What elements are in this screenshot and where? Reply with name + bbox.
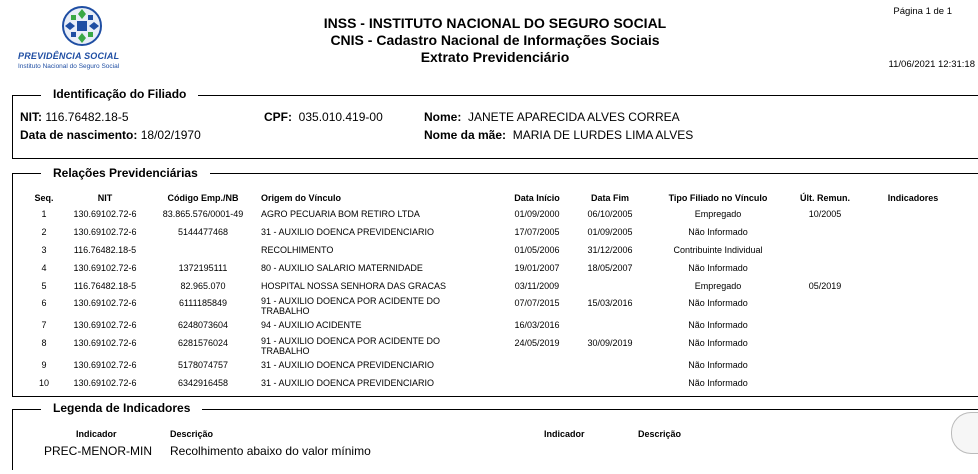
cell-nit: 130.69102.72-6 — [73, 378, 137, 388]
nascimento-value: 18/02/1970 — [140, 128, 201, 142]
legenda-col-indicador-2: Indicador — [544, 429, 585, 439]
legenda-col-descricao: Descrição — [170, 429, 214, 439]
nome-label: Nome: — [424, 110, 462, 124]
cell-nit: 116.76482.18-5 — [73, 281, 137, 291]
cell-data-inicio: 07/07/2015 — [514, 298, 560, 308]
nit-value: 116.76482.18-5 — [45, 110, 129, 124]
cell-origem: HOSPITAL NOSSA SENHORA DAS GRACAS — [261, 281, 447, 291]
cell-seq: 9 — [41, 360, 47, 370]
cell-tipo: Não Informado — [688, 298, 748, 308]
cell-codigo: 6248073604 — [177, 320, 229, 330]
col-header-origem: Origem do Vínculo — [261, 193, 342, 203]
cell-ult-remun: 05/2019 — [808, 281, 842, 291]
cell-origem: 94 - AUXILIO ACIDENTE — [261, 320, 362, 330]
cell-codigo: 1372195111 — [178, 263, 228, 273]
cell-seq: 7 — [41, 320, 47, 330]
cell-tipo: Não Informado — [688, 263, 748, 273]
cell-codigo: 83.865.576/0001-49 — [162, 209, 244, 219]
cell-data-inicio: 03/11/2009 — [514, 281, 560, 291]
cell-origem: AGRO PECUARIA BOM RETIRO LTDA — [261, 209, 420, 219]
col-header-nit: NIT — [97, 193, 113, 203]
nome-value: JANETE APARECIDA ALVES CORREA — [468, 110, 680, 124]
cpf-field — [264, 110, 383, 124]
cell-nit: 116.76482.18-5 — [73, 245, 137, 255]
cell-data-fim: 18/05/2007 — [587, 263, 633, 273]
cell-seq: 10 — [38, 378, 49, 388]
cell-origem: 91 - AUXILIO DOENCA POR ACIDENTE DO TRABALHO — [261, 296, 441, 316]
cell-seq: 8 — [41, 338, 47, 348]
cell-data-fim: 30/09/2019 — [587, 338, 633, 348]
cell-data-inicio: 16/03/2016 — [514, 320, 560, 330]
cell-tipo: Não Informado — [688, 320, 748, 330]
cell-codigo: 82.965.070 — [180, 281, 226, 291]
cell-tipo: Contribuinte Individual — [673, 245, 763, 255]
legenda-col-descricao-2: Descrição — [638, 429, 682, 439]
cell-nit: 130.69102.72-6 — [73, 360, 137, 370]
document-subtitle: CNIS - Cadastro Nacional de Informações Sociais — [330, 32, 660, 48]
cell-origem: 80 - AUXILIO SALARIO MATERNIDADE — [261, 263, 423, 273]
cell-codigo: 5178074757 — [177, 360, 229, 370]
cpf-label: CPF: — [264, 110, 292, 124]
cell-nit: 130.69102.72-6 — [73, 298, 137, 308]
cell-origem: RECOLHIMENTO — [261, 245, 334, 255]
cell-ult-remun: 10/2005 — [808, 209, 842, 219]
cell-nit: 130.69102.72-6 — [73, 209, 137, 219]
col-header-data-fim: Data Fim — [590, 193, 629, 203]
legenda-descricao-value: Recolhimento abaixo do valor mínimo — [170, 444, 371, 458]
cell-seq: 4 — [41, 263, 47, 273]
col-header-data-inicio: Data Início — [514, 193, 560, 203]
cell-data-fim: 06/10/2005 — [587, 209, 633, 219]
cell-tipo: Não Informado — [688, 378, 748, 388]
legenda-col-indicador: Indicador — [76, 429, 117, 439]
nome-field — [424, 110, 680, 124]
document-type: Extrato Previdenciário — [420, 49, 570, 65]
cell-seq: 5 — [41, 281, 47, 291]
col-header-tipo: Tipo Filiado no Vínculo — [668, 193, 768, 203]
nascimento-label: Data de nascimento: — [20, 128, 138, 142]
cell-data-inicio: 01/05/2006 — [514, 245, 560, 255]
mae-field — [424, 128, 693, 142]
cell-data-inicio: 19/01/2007 — [514, 263, 560, 273]
cell-origem: 91 - AUXILIO DOENCA POR ACIDENTE DO TRABALHO — [261, 336, 441, 356]
cell-data-inicio: 01/09/2000 — [514, 209, 560, 219]
cell-data-inicio: 24/05/2019 — [514, 338, 560, 348]
cell-data-inicio: 17/07/2005 — [514, 227, 560, 237]
cell-data-fim: 01/09/2005 — [587, 227, 633, 237]
col-header-indicadores: Indicadores — [887, 193, 939, 203]
logo-name: PREVIDÊNCIA SOCIAL — [18, 51, 120, 61]
cell-codigo: 5144477468 — [177, 227, 229, 237]
legenda-indicador-value: PREC-MENOR-MIN — [44, 444, 152, 458]
cpf-value: 035.010.419-00 — [298, 110, 383, 124]
cell-origem: 31 - AUXILIO DOENCA PREVIDENCIARIO — [261, 378, 435, 388]
cell-nit: 130.69102.72-6 — [73, 227, 137, 237]
cell-seq: 2 — [41, 227, 47, 237]
logo-subtitle: Instituto Nacional do Seguro Social — [18, 63, 120, 70]
cell-tipo: Não Informado — [688, 360, 748, 370]
col-header-ult-remun: Últ. Remun. — [799, 193, 850, 203]
cell-origem: 31 - AUXILIO DOENCA PREVIDENCIARIO — [261, 227, 435, 237]
relacoes-section-label: Relações Previdenciárias — [41, 166, 210, 180]
filiado-section-label: Identificação do Filiado — [41, 87, 198, 101]
cell-tipo: Empregado — [694, 209, 742, 219]
nit-field — [20, 110, 129, 124]
cell-seq: 6 — [41, 298, 47, 308]
cell-nit: 130.69102.72-6 — [73, 263, 137, 273]
cell-nit: 130.69102.72-6 — [73, 320, 137, 330]
col-header-seq: Seq. — [34, 193, 54, 203]
cell-origem: 31 - AUXILIO DOENCA PREVIDENCIARIO — [261, 360, 435, 370]
page-indicator: Página 1 de 1 — [893, 6, 952, 17]
cell-tipo: Empregado — [694, 281, 742, 291]
col-header-codigo: Código Emp./NB — [167, 193, 239, 203]
filiado-section — [12, 95, 978, 159]
cell-codigo: 6111185849 — [178, 298, 228, 308]
document-title: INSS - INSTITUTO NACIONAL DO SEGURO SOCIAL — [323, 15, 667, 31]
cell-tipo: Não Informado — [688, 227, 748, 237]
cell-data-fim: 15/03/2016 — [587, 298, 633, 308]
cell-seq: 1 — [41, 209, 47, 219]
cell-codigo: 6342916458 — [177, 378, 229, 388]
legenda-section-label: Legenda de Indicadores — [41, 401, 202, 415]
cell-seq: 3 — [41, 245, 47, 255]
cell-tipo: Não Informado — [688, 338, 748, 348]
mae-label: Nome da mãe: — [424, 128, 507, 142]
legenda-section — [12, 409, 978, 470]
cell-nit: 130.69102.72-6 — [73, 338, 137, 348]
mae-value: MARIA DE LURDES LIMA ALVES — [512, 128, 694, 142]
nit-label: NIT: — [20, 110, 42, 124]
cell-data-fim: 31/12/2006 — [587, 245, 633, 255]
timestamp: 11/06/2021 12:31:18 — [888, 59, 975, 70]
cell-codigo: 6281576024 — [177, 338, 229, 348]
nascimento-field — [20, 128, 201, 142]
